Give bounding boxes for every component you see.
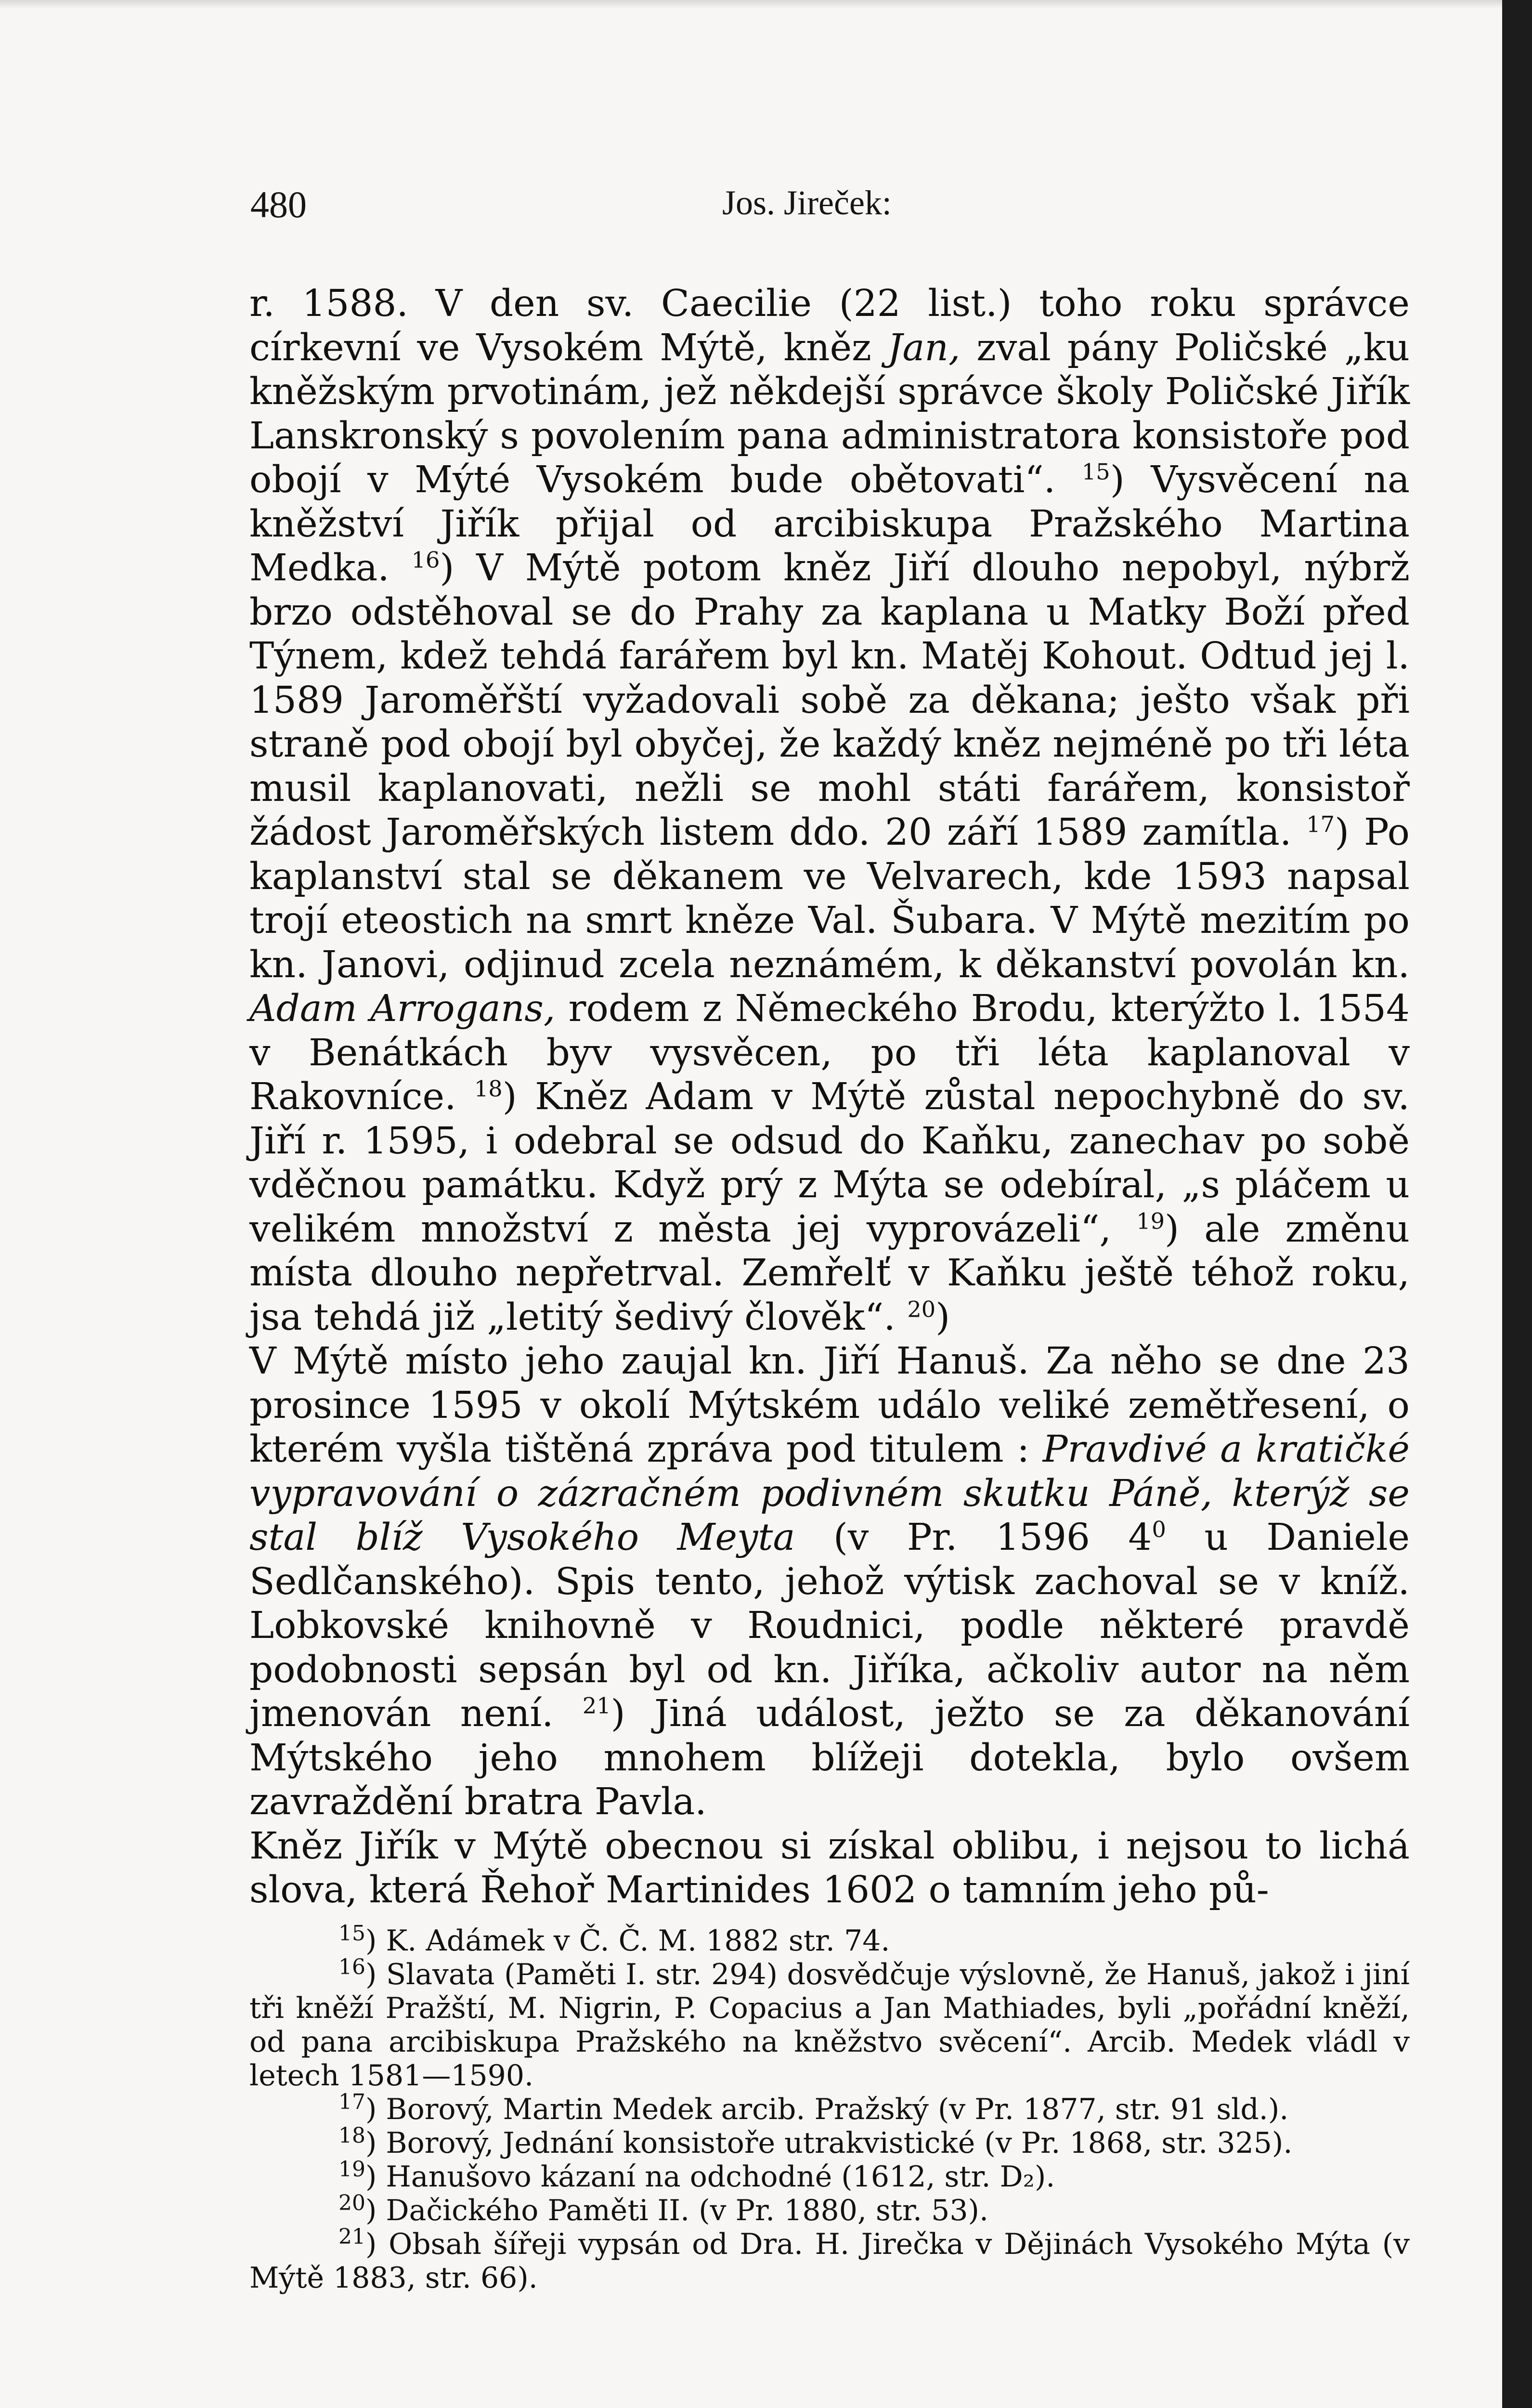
footnote-text: ) K. Adámek v Č. Č. M. 1882 str. 74. — [365, 1924, 890, 1958]
scan-top-shadow — [0, 0, 1502, 9]
footnote-text: ) Borový, Martin Medek arcib. Pražský (v Pr. 1877, str. 91 sld.). — [365, 2093, 1289, 2126]
footnote-18 — [249, 2123, 1410, 2160]
footnote-ref: 16 — [411, 547, 440, 573]
body-text — [249, 282, 1410, 1912]
footnote-text: ) Hanušovo kázaní na odchodné (1612, str. D₂). — [365, 2160, 1055, 2194]
footnote-21 — [249, 2227, 1410, 2295]
text-span: ) Po kaplanství stal se děkanem ve Velvarech, kde 1593 napsal trojí eteostich na smrt kněze Val. Šubara. V Mýtě mezitím po kn. Janovi, odjinud zcela neznámém, k děkanství povolán kn. — [249, 811, 1410, 986]
text-span: ) Vysvěcení na kněžství Jiřík přijal od arcibiskupa Pražského Martina Medka. — [249, 458, 1410, 589]
footnote-text: ) Obsah šířeji vypsán od Dra. H. Jirečka v Dějinách Vysokého Mýta (v Mýtě 1883, str. 66). — [249, 2227, 1410, 2295]
superscript: 0 — [1152, 1516, 1166, 1543]
footnote-number: 16 — [338, 1955, 365, 1979]
footnote-ref: 19 — [1136, 1207, 1165, 1234]
text-span: ) Kněz Adam v Mýtě zůstal nepochybně do sv. Jiří r. 1595, i odebral se odsud do Kaňku, zanechav po sobě vděčnou památku. Když prý z Mýta se odebíral, „s pláčem u velikém množství z města jej vyprovázeli“, — [249, 1075, 1410, 1251]
paragraph-3: Kněz Jiřík v Mýtě obecnou si získal oblibu, i nejsou to lichá slova, která Řehoř Martinides 1602 o tamním jeho pů- — [249, 1824, 1410, 1911]
footnote-number: 20 — [338, 2191, 365, 2215]
footnote-ref: 17 — [1306, 811, 1335, 838]
footnote-number: 15 — [338, 1921, 365, 1946]
scan-edge — [1502, 0, 1532, 2408]
text-span: r. 1588. V den sv. Caecilie (22 list.) toho roku správce církevní ve Vysokém Mýtě, kněz — [249, 282, 1410, 369]
footnotes — [249, 1921, 1410, 2295]
footnote-19 — [249, 2157, 1410, 2194]
running-title: Jos. Jireček: — [722, 183, 892, 222]
footnote-number: 17 — [338, 2090, 365, 2114]
footnote-20 — [249, 2191, 1410, 2227]
footnote-text: ) Slavata (Paměti I. str. 294) dosvědčuje výslovně, že Hanuš, jakož i jiní tři kněží Pražští, M. Nigrin, P. Copacius a Jan Mathiades, byli „pořádní kněží, od pana arcibiskupa Pražského na kněžstvo svěcení“. Arcib. Medek vládl v letech 1581—1590. — [249, 1958, 1410, 2093]
footnote-ref: 20 — [907, 1296, 936, 1322]
footnote-15 — [249, 1921, 1410, 1958]
footnote-17 — [249, 2090, 1410, 2126]
page-number: 480 — [250, 183, 307, 225]
text-span: ) Jiná událost, ježto se za děkanování Mýtského jeho mnohem blížeji dotekla, bylo ovšem zavraždění bratra Pavla. — [249, 1692, 1410, 1823]
text-span: zval pány Poličské „ku kněžským prvotinám, jež někdejší správce školy Poličské Jiřík Lanskronský s povolením pana administratora konsistoře pod obojí v Mýté Vysokém bude obětovati“. — [249, 326, 1410, 501]
footnote-ref: 15 — [1081, 458, 1110, 485]
text-span: u Daniele Sedlčanského). Spis tento, jehož výtisk zachoval se v kníž. Lobkovské knihovně v Roudnici, podle některé pravdě podobnosti sepsán byl od kn. Jiříka, ačkoliv autor na něm jmenován není. — [249, 1516, 1410, 1735]
text-span: V Mýtě místo jeho zaujal kn. Jiří Hanuš. Za něho se dne 23 prosince 1595 v okolí Mýtském událo veliké zemětřesení, o kterém vyšla tištěná zpráva pod titulem : — [249, 1340, 1410, 1471]
footnote-text: ) Borový, Jednání konsistoře utrakvistické (v Pr. 1868, str. 325). — [365, 2126, 1293, 2160]
text-span: rodem z Německého Brodu, kterýžto l. 1554 v Benátkách byv vysvěcen, po tři léta kaplanoval v Rakovníce. — [249, 987, 1410, 1118]
footnote-number: 21 — [338, 2225, 365, 2249]
italic-title: Pravdivé a kratičké vypravování o zázračném podivném skutku Páně, kterýž se stal blíž Vysokého Meyta — [249, 1428, 1410, 1559]
italic-name: Jan, — [887, 326, 961, 369]
page-header — [250, 183, 1406, 226]
text-span: ) V Mýtě potom kněz Jiří dlouho nepobyl, nýbrž brzo odstěhoval se do Prahy za kaplana u Matky Boží před Týnem, kdež tehdá farářem byl kn. Matěj Kohout. Odtud jej l. 1589 Jaroměřští vyžadovali sobě za děkana; ješto však při straně pod obojí byl obyčej, že každý kněz nejméně po tři léta musil kaplanovati, nežli se mohl státi farářem, konsistoř žádost Jaroměřských listem ddo. 20 září 1589 zamítla. — [249, 547, 1410, 854]
text-span: ) — [935, 1296, 950, 1339]
paragraph-2 — [249, 1339, 1410, 1824]
paragraph-1 — [249, 282, 1410, 1339]
footnote-number: 19 — [338, 2157, 365, 2182]
footnote-ref: 21 — [582, 1692, 611, 1719]
footnote-text: ) Dačického Paměti II. (v Pr. 1880, str. 53). — [365, 2194, 989, 2227]
footnote-16 — [249, 1955, 1410, 2093]
footnote-number: 18 — [338, 2123, 365, 2148]
text-span: (v Pr. 1596 4 — [795, 1516, 1152, 1559]
italic-name: Adam Arrogans, — [249, 987, 556, 1030]
footnote-ref: 18 — [474, 1075, 503, 1102]
text-span: ) ale změnu místa dlouho nepřetrval. Zemřelť v Kaňku ještě téhož roku, jsa tehdá již „letitý šedivý člověk“. — [249, 1207, 1410, 1339]
